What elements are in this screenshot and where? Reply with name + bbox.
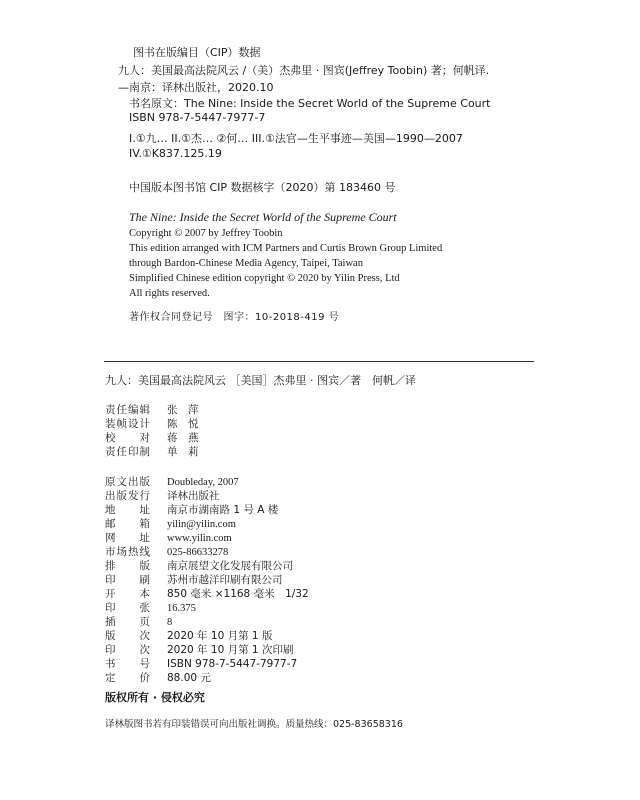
quality-hotline-note: 译林版图书若有印装错误可向出版社调换。质量热线：025-83658316 (105, 719, 403, 730)
editor-key: 校 对 (105, 432, 151, 444)
publication-value: 88.00 元 (167, 672, 211, 684)
publication-key: 插 页 (105, 616, 151, 628)
publication-row (105, 642, 293, 657)
publication-row (105, 502, 278, 517)
editor-value: 张 萍 (167, 404, 199, 416)
english-line: Simplified Chinese edition copyright © 2020 by Yilin Press, Ltd (129, 273, 400, 284)
english-line: All rights reserved. (129, 288, 210, 299)
publication-value: yilin@yilin.com (167, 519, 236, 530)
cip-line: ISBN 978-7-5447-7977-7 (129, 111, 266, 124)
cip-line: 书名原文：The Nine: Inside the Secret World of the Supreme Court (129, 97, 491, 110)
cip-verification: 中国版本图书馆 CIP 数据核字（2020）第 183460 号 (129, 181, 396, 194)
publication-row (105, 670, 211, 685)
publication-value: 译林出版社 (167, 490, 220, 502)
publication-value: 2020 年 10 月第 1 版 (167, 630, 273, 642)
publication-row (105, 488, 220, 503)
publication-value: 2020 年 10 月第 1 次印刷 (167, 644, 294, 656)
publication-row (105, 558, 293, 573)
english-line: Copyright © 2007 by Jeffrey Toobin (129, 228, 283, 239)
publication-key: 定 价 (105, 672, 151, 684)
publication-key: 印 次 (105, 644, 151, 656)
publication-value: www.yilin.com (167, 533, 232, 544)
publication-row (105, 516, 236, 531)
publication-key: 市场热线 (105, 546, 151, 558)
publication-row (105, 586, 309, 601)
publication-value: ISBN 978-7-5447-7977-7 (167, 658, 298, 670)
publication-row (105, 628, 272, 643)
editor-key: 责任编辑 (105, 404, 151, 416)
divider (104, 361, 534, 362)
publication-value: 025-86633278 (167, 547, 229, 558)
publication-value: 850 毫米 ×1168 毫米 1/32 (167, 588, 309, 600)
editor-value: 陈 悦 (167, 418, 199, 430)
publication-value: 苏州市越洋印刷有限公司 (167, 574, 283, 586)
publication-key: 书 号 (105, 658, 151, 670)
publication-value: 南京展望文化发展有限公司 (167, 560, 293, 572)
publication-row (105, 572, 283, 587)
publication-key: 地 址 (105, 504, 151, 516)
publication-key: 排 版 (105, 560, 151, 572)
editor-row (105, 402, 199, 417)
publication-key: 出版发行 (105, 490, 151, 502)
cip-heading: 图书在版编目（CIP）数据 (133, 46, 261, 59)
publication-key: 版 次 (105, 630, 151, 642)
editor-key: 责任印制 (105, 446, 151, 458)
publication-value: 8 (167, 617, 173, 628)
editor-key: 装帧设计 (105, 418, 151, 430)
editor-value: 单 莉 (167, 446, 199, 458)
publication-row (105, 656, 297, 671)
publication-key: 印 张 (105, 602, 151, 614)
publication-key: 网 址 (105, 532, 151, 544)
publication-row (105, 474, 239, 489)
publication-key: 邮 箱 (105, 518, 151, 530)
publication-key: 原文出版 (105, 476, 151, 488)
contract-registration: 著作权合同登记号 图字：10-2018-419 号 (129, 312, 340, 323)
editor-row (105, 430, 199, 445)
classification-line: IV.①K837.125.19 (129, 147, 222, 160)
publication-row (105, 530, 232, 545)
classification-line: I.①九… II.①杰… ②何… III.①法官—生平事迹—美国—1990—2007 (129, 132, 463, 145)
publication-row (105, 544, 228, 559)
publication-row (105, 600, 196, 615)
publication-row (105, 614, 172, 629)
editor-row (105, 416, 199, 431)
publication-key: 印 刷 (105, 574, 151, 586)
cip-line: —南京：译林出版社，2020.10 (118, 81, 274, 94)
editor-value: 蒋 燕 (167, 432, 199, 444)
editor-row (105, 444, 199, 459)
publication-value: 16.375 (167, 603, 196, 614)
book-title-line: 九人：美国最高法院风云 ［美国］杰弗里 · 图宾／著 何帆／译 (105, 374, 416, 387)
cip-line: 九人：美国最高法院风云 /（美）杰弗里 · 图宾(Jeffrey Toobin) 著；何帆译. (118, 64, 490, 77)
publication-key: 开 本 (105, 588, 151, 600)
publication-value: Doubleday, 2007 (167, 477, 239, 488)
english-line: This edition arranged with ICM Partners and Curtis Brown Group Limited (129, 243, 443, 254)
english-line: through Bardon-Chinese Media Agency, Taipei, Taiwan (129, 258, 363, 269)
publication-value: 南京市湖南路 1 号 A 楼 (167, 504, 279, 516)
rights-title: 版权所有 · 侵权必究 (105, 691, 205, 704)
english-title: The Nine: Inside the Secret World of the Supreme Court (129, 210, 397, 224)
